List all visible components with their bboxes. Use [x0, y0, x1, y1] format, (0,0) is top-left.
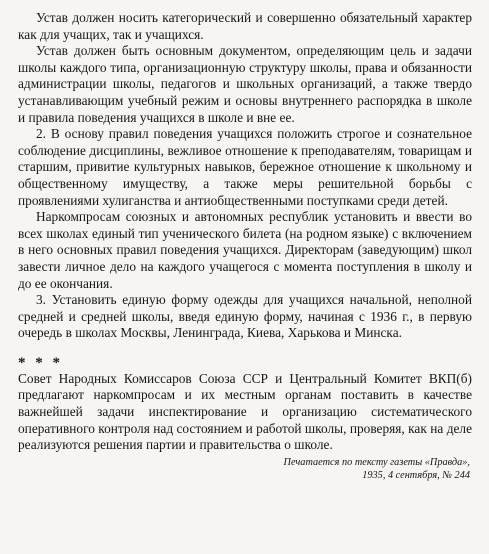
paragraph-charter-document: Устав должен быть основным документом, определяющим цель и задачи школы каждого типа, организационную структуру школы, права и обязанности администрации школы, педагогов и школьных организаций, а также твердо устанавливающим учебный режим и основы внутреннего распорядка в школе и правила поведения учащихся в школе и вне ее.	[18, 43, 472, 125]
document-page	[18, 10, 472, 482]
paragraph-behavior-rules: 2. В основу правил поведения учащихся положить строгое и сознательное соблюдение дисциплины, вежливое отношение к преподавателям, товарищам и старшим, привитие культурных навыков, бережное отношение к школьному и общественному имуществу, а также меры решительной борьбы с проявлениями хулиганства и антиобщественными поступками среди детей.	[18, 126, 472, 208]
section-gap	[18, 342, 472, 355]
source-note	[18, 457, 470, 483]
paragraph-school-uniform: 3. Установить единую форму одежды для учащихся начальной, неполной средней и средней школы, введя единую форму, начиная с 1936 г., в первую очередь в школах Москвы, Ленинграда, Киева, Харькова и Минска.	[18, 292, 472, 341]
paragraph-charter-character: Устав должен носить категорический и совершенно обязательный характер как для учащих, так и учащихся.	[18, 10, 472, 42]
source-note-line-2: 1935, 4 сентября, № 244	[362, 469, 470, 481]
paragraph-student-ticket: Наркомпросам союзных и автономных республик установить и ввести во всех школах единый тип ученического билета (на родном языке) с включением в него основных правил поведения учащихся. Директорам (заведующим) школ завести личное дело на каждого учащегося с момента поступления в школу и до ее окончания.	[18, 209, 472, 291]
source-note-line-1: Печатается по тексту газеты «Правда»,	[283, 456, 470, 468]
closing-paragraph: Совет Народных Комиссаров Союза ССР и Центральный Комитет ВКП(б) предлагают наркомпросам и их местным органам поставить в качестве важнейшей задачи инспектирование и организацию систематического оперативного контроля над состоянием и работой школы, проверяя, как на деле реализуются решения партии и правительства о школе.	[18, 370, 472, 453]
section-separator: * * *	[18, 354, 63, 371]
